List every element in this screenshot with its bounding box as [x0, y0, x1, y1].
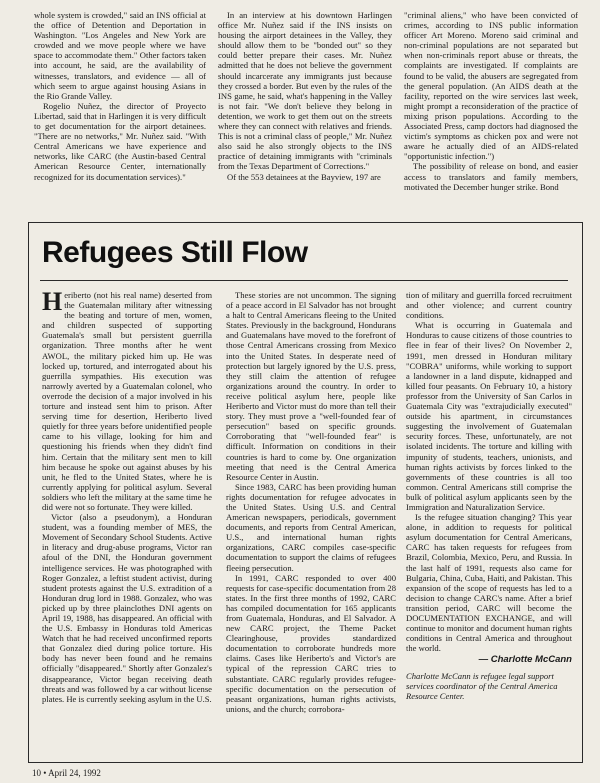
article-col3-para: What is occurring in Guatemala and Honduras to cause citizens of those countries to flee in fear of their lives? On November 2, 1991, men dressed in Honduran military "COBRA" uniforms, while working to support a landowner in a land dispute, kidnapped and killed four peasants. On February 10, a history professor from the University of San Carlos in Guatemala City was "extrajudicially executed" outside his apartment, in circumstances suggesting the involvement of Guatemalan security forces. These, unfortunately, are not isolated incidents. The torture and killing with impunity of students, teachers, unionists, and human rights activists by forces linked to the governments of these countries is all too common. Central Americans still comprise the bulk of political asylum applicants seen by the Immigration and Naturalization Service. [406, 320, 572, 512]
article-headline: Refugees Still Flow [42, 236, 308, 269]
top-column-2 [218, 10, 392, 182]
article-byline: — Charlotte McCann [478, 654, 572, 666]
top-col2-para: Of the 553 detainees at the Bayview, 197 are [227, 171, 381, 182]
author-bio: Charlotte McCann is refugee legal support services coordinator of the Central America Resource Center. [406, 671, 558, 702]
top-col1-para: whole system is crowded," said an INS official at the office of Detention and Deportation in Washington. "Los Angeles and New York are crowded and we move people where we have space to accommodate them." Other factors taken into account, he said, are the availability of witnesses, translators, and evidence — all of which seem to argue against housing Asians in the Rio Grande Valley. [34, 10, 206, 101]
article-col3-para: Is the refugee situation changing? This year alone, in addition to requests for political asylum documentation for Central Americans, CARC has taken requests for refugees from Brazil, Colombia, Mexico, Peru, and Russia. In the last half of 1991, requests also came for Bulgaria, China, Cuba, Haiti, and Pakistan. This expansion of the scope of requests has led to a decision to change CARC's name. After a brief transition period, CARC will become the DOCUMENTATION EXCHANGE, and will continue to monitor and document human rights conditions in Central America and throughout the world. [406, 512, 572, 654]
article-col1-text: eriberto (not his real name) deserted from the Guatemalan military after witnessing the beating and torture of men, women, and children suspected of supporting Guatemala's small but persistent guerrilla organization. Three months after he went AWOL, the military picked him up. He was locked up, tortured, and interrogated about his guerrilla sympathies. His execution was narrowly averted by a Guatemalan colonel, who overrode the decision of a major involved in his torture and instead sent him to prison. After serving time for desertion, Heriberto lived quietly for three years before unidentified people came to his village, looking for him and questioning his friends when they didn't find him. Certain that the military sent men to kill him because he spoke out against abuses by his unit, he fled to the United States, where he is currently applying for political asylum. Several soldiers who left the military at the same time he did were not so fortunate. They were killed. [42, 290, 212, 512]
headline-rule [40, 280, 568, 281]
article-column-1 [42, 287, 212, 704]
top-column-1 [34, 10, 206, 182]
top-col2-para: In an interview at his downtown Harlingen office Mr. Nuñez said if the INS insists on housing the airport detainees in the Valley, they should allow them to be "bonded out" so they could better prepare their cases. Mr. Nuñez admitted that he does not believe the government should incarcerate any immigrants just because they crossed a border. But even by the rules of the INS game, he said, what's happening in the Valley is not fair. "We don't believe they belong in detention, we work to get them out on the streets where they can connect with relatives and friends. This is not a criminal class of people," Mr. Nuñez also said he also strongly objects to the INS practice of detaining immigrants with "criminals from the Texas Department of Corrections." [218, 10, 392, 172]
drop-cap: H [42, 287, 63, 316]
page-folio: 10 • April 24, 1992 [32, 768, 101, 778]
article-col1-para [42, 287, 212, 512]
article-col1-para: Victor (also a pseudonym), a Honduran student, was a founding member of MES, the Movement of Secondary School Students. Active in literacy and drug-abuse programs, Victor ran afoul of the DNI, the Honduran government intelligence services. He was photographed with Roger Gonzalez, a leftist student activist, during student protests against the U.S. extradition of a Honduran drug lord in 1988. Gonzalez, who was picked up by three plainclothes DNI agents on April 19, 1988, has disappeared. An official with the U.S. Embassy in Honduras told Americas Watch that he had received unconfirmed reports that Gonzalez died during police torture. His body has never been found and he remains officially "disappeared." Shortly after Gonzalez's disappearance, Victor began receiving death threats and was followed by a car without license plates. He is currently seeking asylum in the U.S. [42, 512, 212, 704]
article-col2-para: Since 1983, CARC has been providing human rights documentation for refugee advocates in the United States. Using U.S. and Central American newspapers, periodicals, government documents, and reports from Central American, U.S., and international human rights organizations, CARC compiles case-specific documentation to support the claims of refugees fleeing persecution. [226, 481, 396, 573]
article-col2-para: These stories are not uncommon. The signing of a peace accord in El Salvador has not brought a halt to Central Americans fleeing to the United States. Previously in the background, Hondurans and Guatemalans have moved to the forefront of those Central Americans crossing from Mexico into the United States. In desperate need of protection but largely ignored by the U.S. press, they still claim the attention of refugee organizations around the country. In order to receive political asylum here, people like Heriberto and Victor must do more than tell their story. They must prove a "well-founded fear of persecution" based on specific grounds. Corroborating that "well-founded fear" is difficult. Information on conditions in their countries is hard to come by. One organization meeting that need is the Central America Resource Center in Austin. [226, 290, 396, 482]
top-col3-para: The possibility of release on bond, and easier access to translators and family members, motivated the December hunger strike. Bond [404, 161, 578, 192]
top-col3-para: "criminal aliens," who have been convicted of crimes, according to INS public information officer Art Moreno. Moreno said criminal and non-criminal populations are not separated but when non-criminals report abuse or threats, the complaints are investigated. If complaints are found to be valid, the abusers are segregated from the general population. (An AIDS death at the facility, reported on the wire services last week, might prompt a reconsideration of the practice of mixing prison populations. According to the Associated Press, camp doctors had diagnosed the victim's symptoms as chicken pox and were not aware he actually died of an AIDS-related "opportunistic infection.") [404, 10, 578, 162]
top-col1-para: Rogelio Nuñez, the director of Proyecto Libertad, said that in Harlingen it is very difficult to get documentation for the airport detainees. "There are no networks," Mr. Nuñez said. "With Central Americans we have experience and networks, like CARC (the Austin-based Central American Resource Center, internationally recognized for its documentation services)." [34, 100, 206, 182]
article-column-3 [406, 290, 572, 701]
article-col2-para: In 1991, CARC responded to over 400 requests for case-specific documentation from 28 states. In the first three months of 1992, CARC has compiled documentation for 165 applicants from Guatemala, Honduras, and El Salvador. A new CARC project, the Theme Packet Clearinghouse, provides standardized documentation to corroborate hundreds more claims. Cases like Heriberto's and Victor's are typical of the repression CARC tries to substantiate. CARC regularly provides refugee-specific documentation on the persecution of peasant organizations, human rights activists, unions, and the church; corrobora- [226, 572, 396, 714]
article-column-2 [226, 290, 396, 714]
top-column-3 [404, 10, 578, 192]
article-col3-para: tion of military and guerrilla forced recruitment and other violence; and current country conditions. [406, 290, 572, 321]
